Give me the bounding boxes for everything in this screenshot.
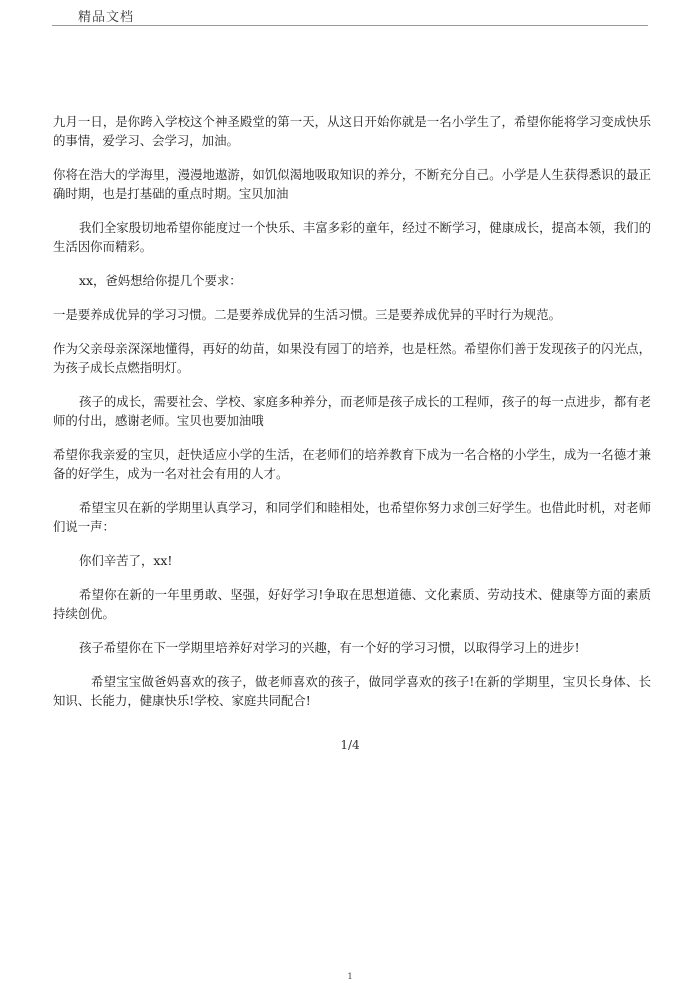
header-title: 精品文档 [78,10,135,25]
paragraph-6: 作为父亲母亲深深地懂得，再好的幼苗，如果没有园丁的培养，也是枉然。希望你们善于发现孩子的闪光点，为孩子成长点燃指明灯。 [53,341,651,375]
paragraph-5: 一是要养成优异的学习习惯。二是要养成优异的生活习惯。三是要养成优异的平时行为规范。 [53,307,562,322]
page-number: 1/4 [340,738,360,752]
paragraph-12: 孩子希望你在下一学期里培养好对学习的兴趣，有一个好的学习习惯，以取得学习上的进步! [79,640,580,655]
paragraph-4: xx，爸妈想给你提几个要求： [79,273,242,288]
page-header [52,0,648,26]
paragraph-10: 你们辛苦了，xx! [79,553,173,568]
paragraph-7: 孩子的成长，需要社会、学校、家庭多种养分，而老师是孩子成长的工程师，孩子的每一点进步，都有老师的付出，感谢老师。宝贝也要加油哦 [53,394,651,428]
footer-page-number: 1 [347,972,353,981]
paragraph-11: 希望你在新的一年里勇敢、坚强，好好学习!争取在思想道德、文化素质、劳动技术、健康等方面的素质持续创优。 [53,587,651,621]
paragraph-13: 希望宝宝做爸妈喜欢的孩子，做老师喜欢的孩子，做同学喜欢的孩子!在新的学期里，宝贝长身体、长知识、长能力，健康快乐!学校、家庭共同配合! [53,674,651,708]
document-body [53,112,651,725]
paragraph-3: 我们全家殷切地希望你能度过一个快乐、丰富多彩的童年，经过不断学习，健康成长，提高本领，我们的生活因你而精彩。 [53,220,651,254]
paragraph-1: 九月一日，是你跨入学校这个神圣殿堂的第一天，从这日开始你就是一名小学生了，希望你能将学习变成快乐的事情，爱学习、会学习，加油。 [53,114,651,148]
paragraph-8: 希望你我亲爱的宝贝，赶快适应小学的生活，在老师们的培养教育下成为一名合格的小学生，成为一名德才兼备的好学生，成为一名对社会有用的人才。 [53,447,651,481]
paragraph-2: 你将在浩大的学海里，漫漫地遨游，如饥似渴地吸取知识的养分，不断充分自己。小学是人生获得悉识的最正确时期，也是打基础的重点时期。宝贝加油 [53,167,651,201]
paragraph-9: 希望宝贝在新的学期里认真学习，和同学们和睦相处，也希望你努力求创三好学生。也借此时机，对老师们说一声： [53,500,651,534]
